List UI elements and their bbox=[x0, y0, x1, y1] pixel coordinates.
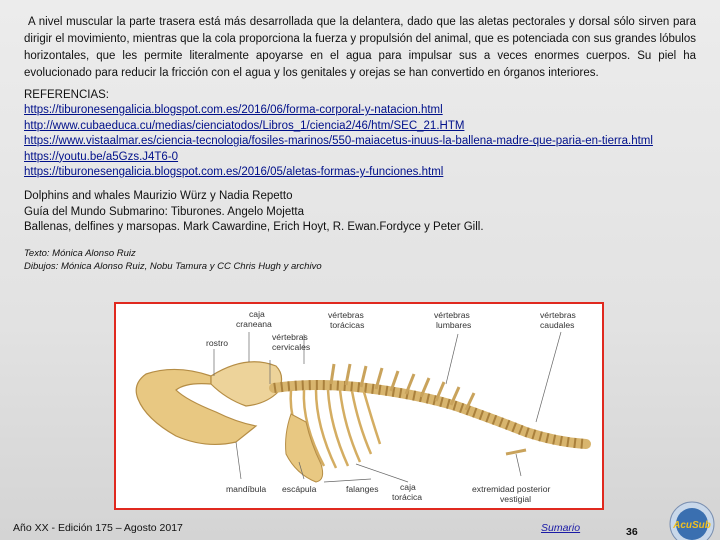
intro-paragraph: A nivel muscular la parte trasera está más desarrollada que la delantera, dado que las aletas pectorales y dorsal sólo sirven para dirigir el movimiento, mientras que la cola proporciona la fuerza y propulsión del animal, que es potenciada con sus grandes lóbulos horizontales, que les permite literalmente apoyarse en el agua para impulsar sus a veces enormes cuerpos. Su piel ha evolucionado para reducir la fricción con el agua y los genitales y orejas se han convertido en órganos interiores. bbox=[24, 16, 696, 79]
logo-text: AcuSub bbox=[673, 520, 711, 531]
acusub-logo bbox=[662, 500, 720, 540]
references-list bbox=[24, 103, 653, 181]
label-falanges: falanges bbox=[346, 484, 379, 494]
reference-link[interactable]: https://www.vistaalmar.es/ciencia-tecnologia/fosiles-marinos/550-maiacetus-inuus-la-ballena-madre-que-paria-en-tierra.html bbox=[24, 135, 653, 147]
label-vertebras-cervicales: cervicales bbox=[272, 342, 311, 352]
whale-skeleton-figure bbox=[114, 302, 604, 510]
label-caja-craneana: craneana bbox=[236, 319, 272, 329]
label-extremidad-vestigial: vestigial bbox=[500, 494, 532, 504]
bibliography-item: Guía del Mundo Submarino: Tiburones. Angelo Mojetta bbox=[24, 205, 305, 218]
whale-skeleton-illustration bbox=[116, 304, 602, 508]
vestigial-limb bbox=[506, 450, 526, 454]
leader-lines bbox=[214, 332, 561, 482]
footer-edition: Año XX - Edición 175 – Agosto 2017 bbox=[13, 522, 183, 534]
label-extremidad-vestigial: extremidad posterior bbox=[472, 484, 551, 494]
label-vertebras-caudales: vértebras bbox=[540, 310, 576, 320]
credits-text: Texto: Mónica Alonso Ruiz bbox=[24, 248, 136, 259]
label-rostro: rostro bbox=[206, 338, 228, 348]
flipper-shape bbox=[286, 414, 323, 482]
reference-link[interactable]: http://www.cubaeduca.cu/medias/cienciatodos/Libros_1/ciencia2/46/htm/SEC_21.HTM bbox=[24, 119, 465, 132]
spine-shape bbox=[274, 385, 586, 444]
label-caja-craneana: caja bbox=[249, 309, 265, 319]
bibliography-item: Dolphins and whales Maurizio Würz y Nadia Repetto bbox=[24, 190, 293, 202]
bibliography-item: Ballenas, delfines y marsopas. Mark Cawardine, Erich Hoyt, R. Ewan.Fordyce y Peter Gill. bbox=[24, 221, 484, 233]
reference-link[interactable]: https://youtu.be/a5Gzs.J4T6-0 bbox=[24, 150, 179, 163]
reference-link[interactable]: https://tiburonesengalicia.blogspot.com.es/2016/06/forma-corporal-y-natacion.html bbox=[24, 104, 443, 116]
label-escapula: escápula bbox=[282, 484, 317, 494]
label-mandibula: mandíbula bbox=[226, 484, 267, 494]
label-vertebras-toracicas: torácicas bbox=[330, 320, 365, 330]
sumario-link[interactable]: Sumario bbox=[541, 522, 581, 534]
label-vertebras-toracicas: vértebras bbox=[328, 310, 364, 320]
page-number: 36 bbox=[626, 526, 638, 538]
label-caja-toracica: caja bbox=[400, 482, 416, 492]
label-vertebras-lumbares: vértebras bbox=[434, 310, 470, 320]
credits-drawings: Dibujos: Mónica Alonso Ruiz, Nobu Tamura y CC Chris Hugh y archivo bbox=[24, 261, 322, 272]
label-caja-toracica: torácica bbox=[392, 492, 423, 502]
reference-link[interactable]: https://tiburonesengalicia.blogspot.com.es/2016/05/aletas-formas-y-funciones.html bbox=[24, 166, 444, 178]
credits bbox=[24, 247, 322, 273]
skull-shape bbox=[211, 362, 282, 406]
label-vertebras-cervicales: vértebras bbox=[272, 332, 308, 342]
label-vertebras-lumbares: lumbares bbox=[436, 320, 472, 330]
bibliography bbox=[24, 189, 484, 236]
label-vertebras-caudales: caudales bbox=[540, 320, 575, 330]
references-heading: REFERENCIAS: bbox=[24, 89, 109, 101]
